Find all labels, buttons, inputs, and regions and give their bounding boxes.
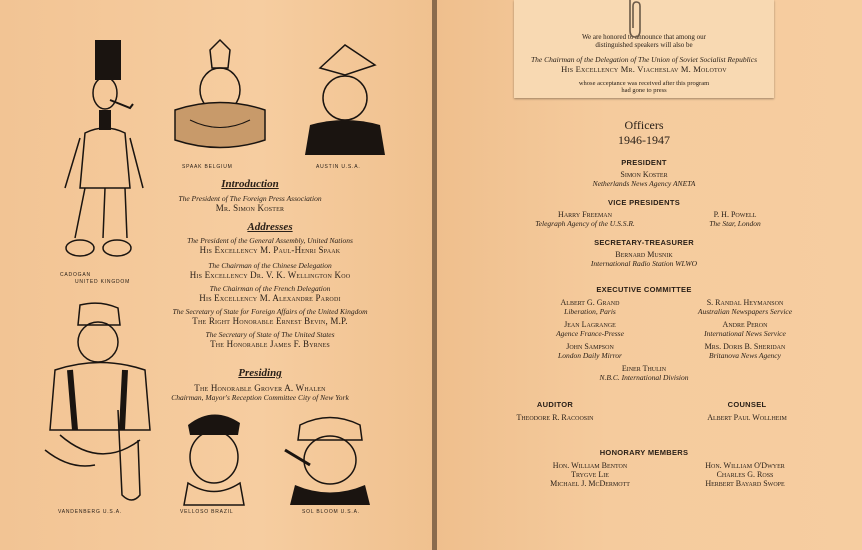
officers-title: Officers	[624, 118, 664, 132]
introduction-heading: Introduction	[221, 178, 279, 190]
president-heading: PRESIDENT	[621, 158, 667, 167]
committee-member	[515, 342, 665, 364]
vice-president-name: P. H. Powell	[713, 210, 757, 219]
card-note: whose acceptance was received after this program	[578, 80, 710, 87]
address-role: The Secretary of State for Foreign Affairs of the United Kingdom	[172, 307, 368, 316]
honorary-member: Charles G. Ross	[716, 470, 774, 479]
secretary-treasurer-name: Bernard Musnik	[615, 250, 673, 259]
address-role: The Chairman of the Chinese Delegation	[208, 261, 332, 270]
member-org: N.B.C. International Division	[599, 373, 689, 382]
honorary-members-heading: HONORARY MEMBERS	[599, 448, 689, 457]
velloso-caption: VELLOSO BRAZIL	[180, 509, 234, 515]
vice-president-org: The Star, London	[709, 219, 761, 228]
spaak-caption: SPAAK BELGIUM	[182, 164, 233, 170]
introduction-role: The President of The Foreign Press Association	[178, 194, 322, 203]
address-name: The Right Honorable Ernest Bevin, M.P.	[192, 316, 348, 326]
member-name: Mrs. Doris B. Sheridan	[704, 342, 786, 351]
vandenberg-caption: VANDENBERG U.S.A.	[58, 509, 123, 515]
president-name: Simon Koster	[620, 170, 668, 179]
spaak-caricature	[170, 40, 270, 160]
address-item	[140, 261, 400, 284]
counsel-heading: COUNSEL	[727, 400, 767, 409]
member-org: London Daily Mirror	[558, 351, 622, 360]
member-org: Agence France-Presse	[556, 329, 624, 338]
address-item	[140, 307, 400, 330]
sol-bloom-caption: SOL BLOOM U.S.A.	[302, 509, 360, 515]
counsel-name: Albert Paul Wollheim	[707, 413, 787, 422]
introduction-name: Mr. Simon Koster	[215, 203, 285, 213]
committee-member	[515, 298, 665, 320]
card-line: We are honored to announce that among our	[581, 33, 707, 41]
address-item	[140, 330, 400, 353]
member-name: Albert G. Grand	[560, 298, 620, 307]
sol-bloom-caricature	[280, 410, 380, 505]
honorary-member: Hon. William Benton	[552, 461, 628, 470]
card-role: The Chairman of the Delegation of The Union of Soviet Socialist Republics	[530, 55, 758, 64]
address-item	[140, 236, 400, 261]
member-name: Einer Thulin	[621, 364, 667, 373]
presiding-name: The Honorable Grover A. Whalen	[194, 383, 326, 393]
address-name: His Excellency M. Paul-Henri Spaak	[199, 245, 341, 255]
address-role: The Secretary of State of The United States	[205, 330, 335, 339]
officers-years: 1946-1947	[618, 133, 670, 147]
honorary-member: Herbert Bayard Swope	[705, 479, 785, 488]
velloso-caricature	[178, 405, 253, 505]
address-role: The President of the General Assembly, United Nations	[187, 236, 353, 245]
card-note: had gone to press	[621, 87, 667, 94]
vice-president-org: Telegraph Agency of the U.S.S.R.	[535, 219, 635, 228]
member-org: Liberation, Paris	[564, 307, 616, 316]
president-org: Netherlands News Agency ANETA	[592, 179, 696, 188]
cadogan-caption-country: UNITED KINGDOM	[75, 279, 131, 285]
member-org: Britanova News Agency	[709, 351, 781, 360]
addresses-list	[140, 236, 400, 353]
committee-member	[665, 342, 825, 364]
auditor-name: Theodore R. Racoosin	[516, 413, 594, 422]
address-name: The Honorable James F. Byrnes	[210, 339, 330, 349]
honorary-member: Hon. William O'Dwyer	[705, 461, 785, 470]
auditor-heading: AUDITOR	[536, 400, 574, 409]
austin-caption: AUSTIN U.S.A.	[316, 164, 361, 170]
secretary-treasurer-heading: SECRETARY-TREASURER	[594, 238, 694, 247]
honorary-member: Michael J. McDermott	[550, 479, 630, 488]
addresses-heading: Addresses	[247, 221, 293, 233]
secretary-treasurer-org: International Radio Station WLWO	[590, 259, 698, 268]
address-name: His Excellency Dr. V. K. Wellington Koo	[189, 270, 351, 280]
presiding-heading: Presiding	[238, 367, 282, 379]
address-role: The Chairman of the French Delegation	[209, 284, 331, 293]
cadogan-caption: CADOGAN	[60, 272, 91, 278]
cadogan-caricature	[55, 38, 145, 268]
member-name: S. Randal Heymanson	[706, 298, 784, 307]
paper-clip-icon	[626, 0, 644, 40]
executive-committee-heading: EXECUTIVE COMMITTEE	[596, 285, 692, 294]
austin-caricature	[300, 40, 390, 160]
member-org: International News Service	[704, 329, 786, 338]
card-name: His Excellency Mr. Viacheslav M. Molotov	[561, 64, 727, 74]
member-name: John Sampson	[566, 342, 614, 351]
address-item	[140, 284, 400, 307]
vice-president-name: Harry Freeman	[558, 210, 612, 219]
committee-member	[665, 298, 825, 320]
member-name: Andre Peron	[722, 320, 768, 329]
member-org: Australian Newspapers Service	[697, 307, 793, 316]
vandenberg-caricature	[40, 300, 160, 505]
honorary-member: Trygve Lie	[571, 470, 609, 479]
vice-presidents-heading: VICE PRESIDENTS	[607, 198, 680, 207]
address-name: His Excellency M. Alexandre Parodi	[199, 293, 341, 303]
presiding-role: Chairman, Mayor's Reception Committee City of New York	[171, 393, 349, 402]
announcement-card	[514, 0, 774, 98]
committee-member	[515, 320, 665, 342]
card-line: distinguished speakers will also be	[595, 41, 693, 49]
committee-member	[665, 320, 825, 342]
member-name: Jean Lagrange	[564, 320, 616, 329]
